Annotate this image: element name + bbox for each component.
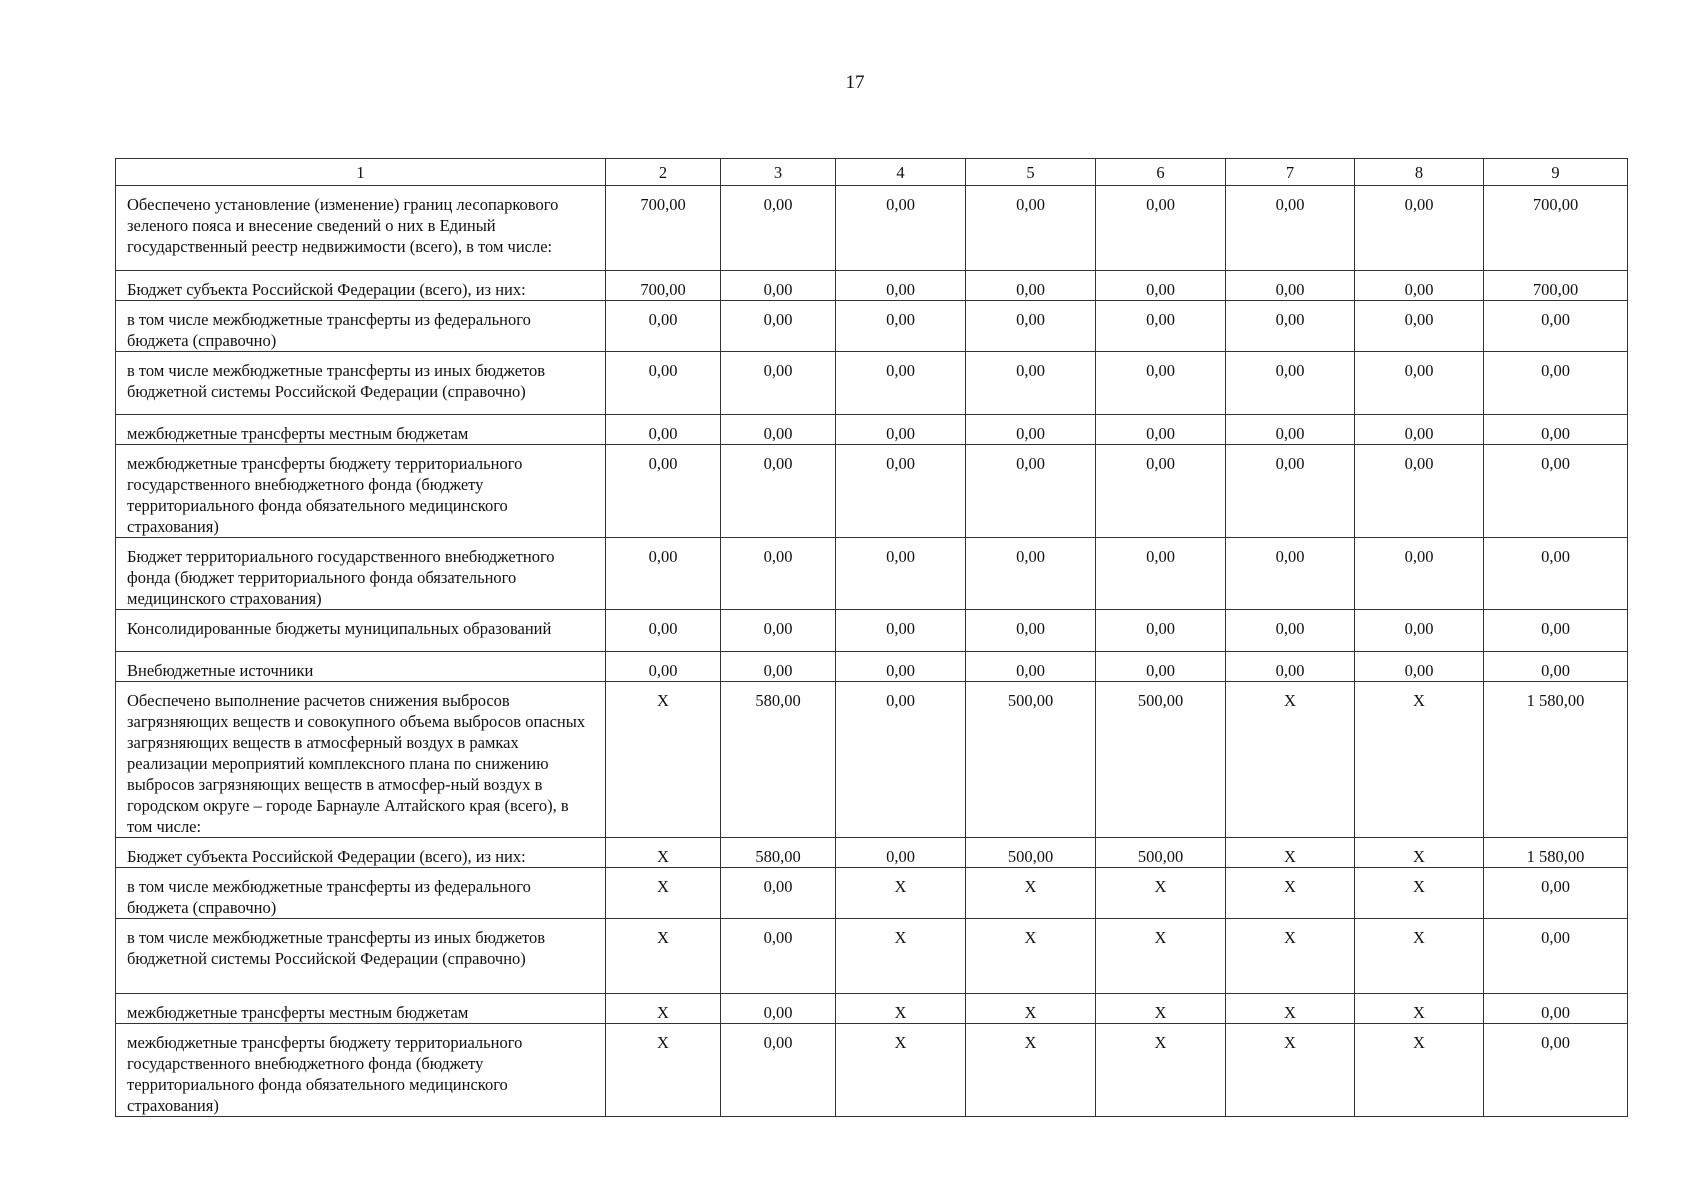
table-row — [116, 445, 1628, 538]
row-label: Внебюджетные источники — [116, 652, 606, 682]
value-cell: X — [606, 919, 721, 994]
value-cell: 580,00 — [721, 838, 836, 868]
value-cell: X — [606, 682, 721, 838]
value-cell: X — [1355, 682, 1484, 838]
value-cell: 0,00 — [1484, 994, 1628, 1024]
row-label: межбюджетные трансферты местным бюджетам — [116, 415, 606, 445]
value-cell: 0,00 — [606, 415, 721, 445]
value-cell: X — [606, 838, 721, 868]
value-cell: 500,00 — [966, 682, 1096, 838]
value-cell: X — [966, 1024, 1096, 1117]
value-cell: X — [1096, 1024, 1226, 1117]
value-cell: 0,00 — [836, 445, 966, 538]
value-cell: X — [606, 1024, 721, 1117]
value-cell: 0,00 — [721, 610, 836, 652]
value-cell: 0,00 — [1096, 301, 1226, 352]
row-label: в том числе межбюджетные трансферты из федерального бюджета (справочно) — [116, 301, 606, 352]
budget-table-container — [115, 158, 1627, 1117]
value-cell: X — [1226, 919, 1355, 994]
value-cell: X — [836, 919, 966, 994]
column-header: 1 — [116, 159, 606, 186]
value-cell: 0,00 — [966, 538, 1096, 610]
value-cell: 0,00 — [966, 301, 1096, 352]
page-number: 17 — [845, 72, 865, 93]
value-cell: 0,00 — [1484, 301, 1628, 352]
value-cell: X — [966, 994, 1096, 1024]
value-cell: 700,00 — [606, 186, 721, 271]
value-cell: 0,00 — [836, 610, 966, 652]
table-row — [116, 919, 1628, 994]
row-label: Консолидированные бюджеты муниципальных образований — [116, 610, 606, 652]
value-cell: X — [1096, 868, 1226, 919]
value-cell: 0,00 — [606, 538, 721, 610]
value-cell: 0,00 — [721, 186, 836, 271]
value-cell: 0,00 — [1355, 652, 1484, 682]
row-label: Бюджет субъекта Российской Федерации (всего), из них: — [116, 838, 606, 868]
table-row — [116, 610, 1628, 652]
value-cell: 0,00 — [1355, 271, 1484, 301]
table-row — [116, 415, 1628, 445]
column-header: 3 — [721, 159, 836, 186]
row-label: межбюджетные трансферты бюджету территориального государственного внебюджетного фонда (бюджету территориального фонда обязательного медицинского страхования) — [116, 445, 606, 538]
value-cell: 0,00 — [836, 838, 966, 868]
table-row — [116, 186, 1628, 271]
value-cell: 0,00 — [1484, 919, 1628, 994]
value-cell: 0,00 — [1226, 445, 1355, 538]
value-cell: 0,00 — [1484, 1024, 1628, 1117]
budget-table — [115, 158, 1628, 1117]
table-row — [116, 682, 1628, 838]
table-row — [116, 994, 1628, 1024]
table-body — [116, 186, 1628, 1117]
value-cell: X — [1355, 1024, 1484, 1117]
value-cell: 0,00 — [1096, 445, 1226, 538]
value-cell: X — [966, 919, 1096, 994]
value-cell: X — [1226, 838, 1355, 868]
value-cell: 0,00 — [721, 445, 836, 538]
value-cell: 0,00 — [1355, 415, 1484, 445]
value-cell: 0,00 — [966, 610, 1096, 652]
value-cell: 0,00 — [721, 415, 836, 445]
row-label: Обеспечено установление (изменение) границ лесопаркового зеленого пояса и внесение сведений о них в Единый государственный реестр недвижимости (всего), в том числе: — [116, 186, 606, 271]
value-cell: 0,00 — [1096, 271, 1226, 301]
value-cell: 0,00 — [966, 186, 1096, 271]
value-cell: 0,00 — [1226, 415, 1355, 445]
value-cell: 0,00 — [836, 186, 966, 271]
value-cell: 0,00 — [836, 652, 966, 682]
value-cell: 0,00 — [1355, 352, 1484, 415]
value-cell: 700,00 — [606, 271, 721, 301]
value-cell: 700,00 — [1484, 186, 1628, 271]
value-cell: 0,00 — [1096, 415, 1226, 445]
column-header: 8 — [1355, 159, 1484, 186]
value-cell: 0,00 — [1226, 610, 1355, 652]
row-label: Бюджет территориального государственного внебюджетного фонда (бюджет территориального фонда обязательного медицинского страхования) — [116, 538, 606, 610]
value-cell: 0,00 — [1484, 652, 1628, 682]
value-cell: X — [1226, 868, 1355, 919]
value-cell: X — [1355, 919, 1484, 994]
value-cell: X — [1226, 994, 1355, 1024]
value-cell: 0,00 — [1355, 610, 1484, 652]
value-cell: 0,00 — [1484, 610, 1628, 652]
value-cell: 0,00 — [1355, 301, 1484, 352]
value-cell: 0,00 — [721, 301, 836, 352]
value-cell: 0,00 — [606, 445, 721, 538]
value-cell: X — [836, 994, 966, 1024]
row-label: в том числе межбюджетные трансферты из иных бюджетов бюджетной системы Российской Федерации (справочно) — [116, 919, 606, 994]
value-cell: X — [606, 868, 721, 919]
row-label: Бюджет субъекта Российской Федерации (всего), из них: — [116, 271, 606, 301]
value-cell: 580,00 — [721, 682, 836, 838]
value-cell: 0,00 — [606, 652, 721, 682]
value-cell: 0,00 — [1484, 352, 1628, 415]
value-cell: 0,00 — [966, 352, 1096, 415]
value-cell: X — [1355, 838, 1484, 868]
row-label: в том числе межбюджетные трансферты из иных бюджетов бюджетной системы Российской Федерации (справочно) — [116, 352, 606, 415]
value-cell: 0,00 — [721, 1024, 836, 1117]
value-cell: 0,00 — [721, 271, 836, 301]
table-row — [116, 652, 1628, 682]
value-cell: 0,00 — [1096, 186, 1226, 271]
value-cell: 0,00 — [721, 352, 836, 415]
value-cell: X — [606, 994, 721, 1024]
row-label: в том числе межбюджетные трансферты из федерального бюджета (справочно) — [116, 868, 606, 919]
value-cell: 500,00 — [1096, 838, 1226, 868]
value-cell: 0,00 — [606, 610, 721, 652]
value-cell: 0,00 — [836, 415, 966, 445]
value-cell: 0,00 — [966, 652, 1096, 682]
value-cell: 0,00 — [1484, 445, 1628, 538]
column-header: 7 — [1226, 159, 1355, 186]
value-cell: 0,00 — [1096, 652, 1226, 682]
value-cell: X — [836, 868, 966, 919]
column-header: 4 — [836, 159, 966, 186]
row-label: межбюджетные трансферты местным бюджетам — [116, 994, 606, 1024]
value-cell: 0,00 — [836, 538, 966, 610]
value-cell: 0,00 — [1484, 538, 1628, 610]
value-cell: 0,00 — [606, 301, 721, 352]
value-cell: X — [1226, 682, 1355, 838]
table-row — [116, 301, 1628, 352]
value-cell: 0,00 — [1226, 186, 1355, 271]
value-cell: 0,00 — [721, 652, 836, 682]
value-cell: 500,00 — [966, 838, 1096, 868]
value-cell: 0,00 — [1226, 271, 1355, 301]
column-header: 2 — [606, 159, 721, 186]
value-cell: 0,00 — [1355, 186, 1484, 271]
value-cell: 0,00 — [1096, 352, 1226, 415]
value-cell: X — [836, 1024, 966, 1117]
value-cell: 0,00 — [1226, 352, 1355, 415]
value-cell: 0,00 — [966, 271, 1096, 301]
column-header: 9 — [1484, 159, 1628, 186]
value-cell: X — [966, 868, 1096, 919]
value-cell: X — [1226, 1024, 1355, 1117]
table-row — [116, 352, 1628, 415]
value-cell: X — [1355, 994, 1484, 1024]
table-row — [116, 271, 1628, 301]
value-cell: 0,00 — [836, 301, 966, 352]
table-row — [116, 538, 1628, 610]
value-cell: 1 580,00 — [1484, 838, 1628, 868]
value-cell: 0,00 — [1096, 538, 1226, 610]
value-cell: 0,00 — [836, 271, 966, 301]
table-row — [116, 1024, 1628, 1117]
value-cell: 0,00 — [721, 868, 836, 919]
value-cell: 1 580,00 — [1484, 682, 1628, 838]
value-cell: 0,00 — [1355, 538, 1484, 610]
value-cell: 0,00 — [966, 445, 1096, 538]
value-cell: 0,00 — [606, 352, 721, 415]
value-cell: 0,00 — [1226, 538, 1355, 610]
value-cell: X — [1096, 994, 1226, 1024]
value-cell: X — [1355, 868, 1484, 919]
column-number-header-row — [116, 159, 1628, 186]
value-cell: 0,00 — [1226, 301, 1355, 352]
value-cell: 0,00 — [721, 919, 836, 994]
value-cell: 0,00 — [1484, 868, 1628, 919]
value-cell: 0,00 — [1096, 610, 1226, 652]
value-cell: 0,00 — [836, 352, 966, 415]
row-label: межбюджетные трансферты бюджету территориального государственного внебюджетного фонда (бюджету территориального фонда обязательного медицинского страхования) — [116, 1024, 606, 1117]
value-cell: 0,00 — [1355, 445, 1484, 538]
table-row — [116, 838, 1628, 868]
column-header: 6 — [1096, 159, 1226, 186]
row-label: Обеспечено выполнение расчетов снижения выбросов загрязняющих веществ и совокупного объема выбросов опасных загрязняющих веществ в атмосферный воздух в рамках реализации мероприятий комплексного плана по снижению выбросов загрязняющих веществ в атмосфер-ный воздух в городском округе – городе Барнауле Алтайского края (всего), в том числе: — [116, 682, 606, 838]
value-cell: 0,00 — [1484, 415, 1628, 445]
value-cell: X — [1096, 919, 1226, 994]
value-cell: 500,00 — [1096, 682, 1226, 838]
value-cell: 0,00 — [1226, 652, 1355, 682]
value-cell: 0,00 — [721, 994, 836, 1024]
value-cell: 0,00 — [966, 415, 1096, 445]
table-row — [116, 868, 1628, 919]
value-cell: 700,00 — [1484, 271, 1628, 301]
value-cell: 0,00 — [836, 682, 966, 838]
column-header: 5 — [966, 159, 1096, 186]
value-cell: 0,00 — [721, 538, 836, 610]
